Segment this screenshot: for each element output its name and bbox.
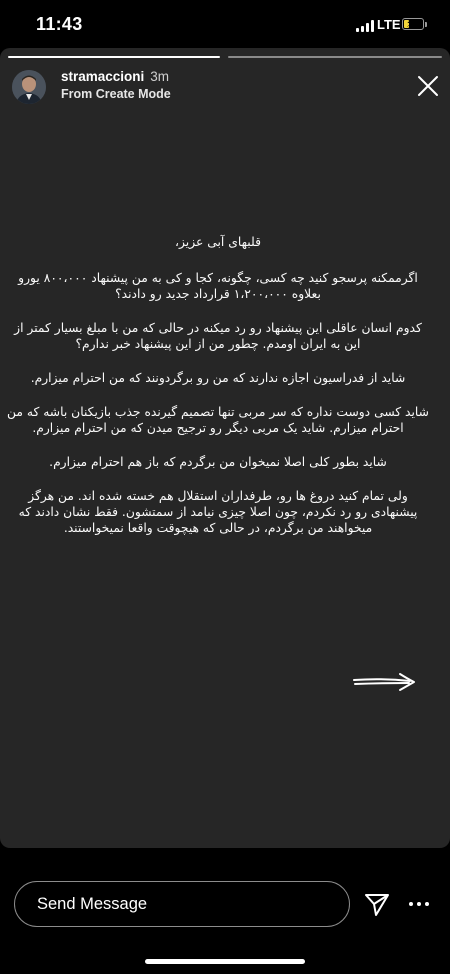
message-paragraph: شاید از فدراسیون اجازه ندارند که من رو برگردونند که من احترام میزارم. bbox=[30, 371, 406, 385]
close-icon[interactable] bbox=[416, 74, 440, 98]
message-paragraph: اگرممکنه پرسجو کنید چه کسی، چگونه، کجا و کی به من پیشنهاد ۸۰۰،۰۰۰ یورو بعلاوه ۱،۲۰۰،۰۰۰ قرارداد جدید رو دادند؟ bbox=[18, 271, 418, 301]
status-time: 11:43 bbox=[36, 14, 83, 34]
story-subtitle: From Create Mode bbox=[61, 87, 171, 101]
battery-cap bbox=[425, 22, 427, 27]
send-message-placeholder: Send Message bbox=[37, 895, 148, 913]
story-username[interactable]: stramaccioni bbox=[61, 69, 145, 84]
more-dots-icon[interactable] bbox=[408, 901, 430, 907]
story-user-line bbox=[61, 69, 169, 84]
status-bar bbox=[0, 0, 450, 50]
send-message-input[interactable] bbox=[14, 881, 350, 927]
story-message bbox=[6, 234, 430, 554]
message-paragraph: شاید بطور کلی اصلا نمیخوان من برگردم که باز هم احترام میزارم. bbox=[49, 455, 387, 469]
home-indicator bbox=[145, 959, 305, 964]
message-paragraph: ولی تمام کنید دروغ ها رو، طرفداران استقلال هم خسته شده اند. من هرگز پیشنهادی رو رد نکردم، چون اصلا چیزی نیامد از سمتشون. فقط نشان دادند که میخواهند من برگردم، در حالی که هیچوقت واقعا نمیخواستند. bbox=[18, 489, 418, 535]
network-type: LTE bbox=[377, 17, 401, 32]
story-progress-segment-2 bbox=[228, 56, 442, 58]
message-paragraph: کدوم انسان عاقلی این پیشنهاد رو رد میکنه در حالی که من با مبلغ بسیار کمتر از این به ایران اومدم. چطور من از این پیشنهاد خبر ندارم؟ bbox=[14, 321, 422, 351]
avatar[interactable] bbox=[12, 70, 46, 104]
message-paragraph: قلبهای آبی عزیز، bbox=[175, 235, 261, 249]
charging-bolt-icon: ⚡ bbox=[406, 17, 414, 30]
signal-icon bbox=[356, 20, 374, 32]
paper-plane-icon[interactable] bbox=[364, 891, 390, 917]
avatar-image bbox=[12, 70, 46, 104]
story-progress-segment-1 bbox=[8, 56, 220, 58]
hand-drawn-arrow-icon bbox=[352, 672, 416, 692]
story-card[interactable] bbox=[0, 48, 450, 848]
story-time-ago: 3m bbox=[150, 69, 170, 84]
message-paragraph: شاید کسی دوست نداره که سر مربی تنها تصمیم گیرنده جذب بازیکنان باشه که من احترام میزارم. شاید یک مربی دیگر رو ترجیح میدن که من احترام میزارم. bbox=[7, 405, 429, 435]
